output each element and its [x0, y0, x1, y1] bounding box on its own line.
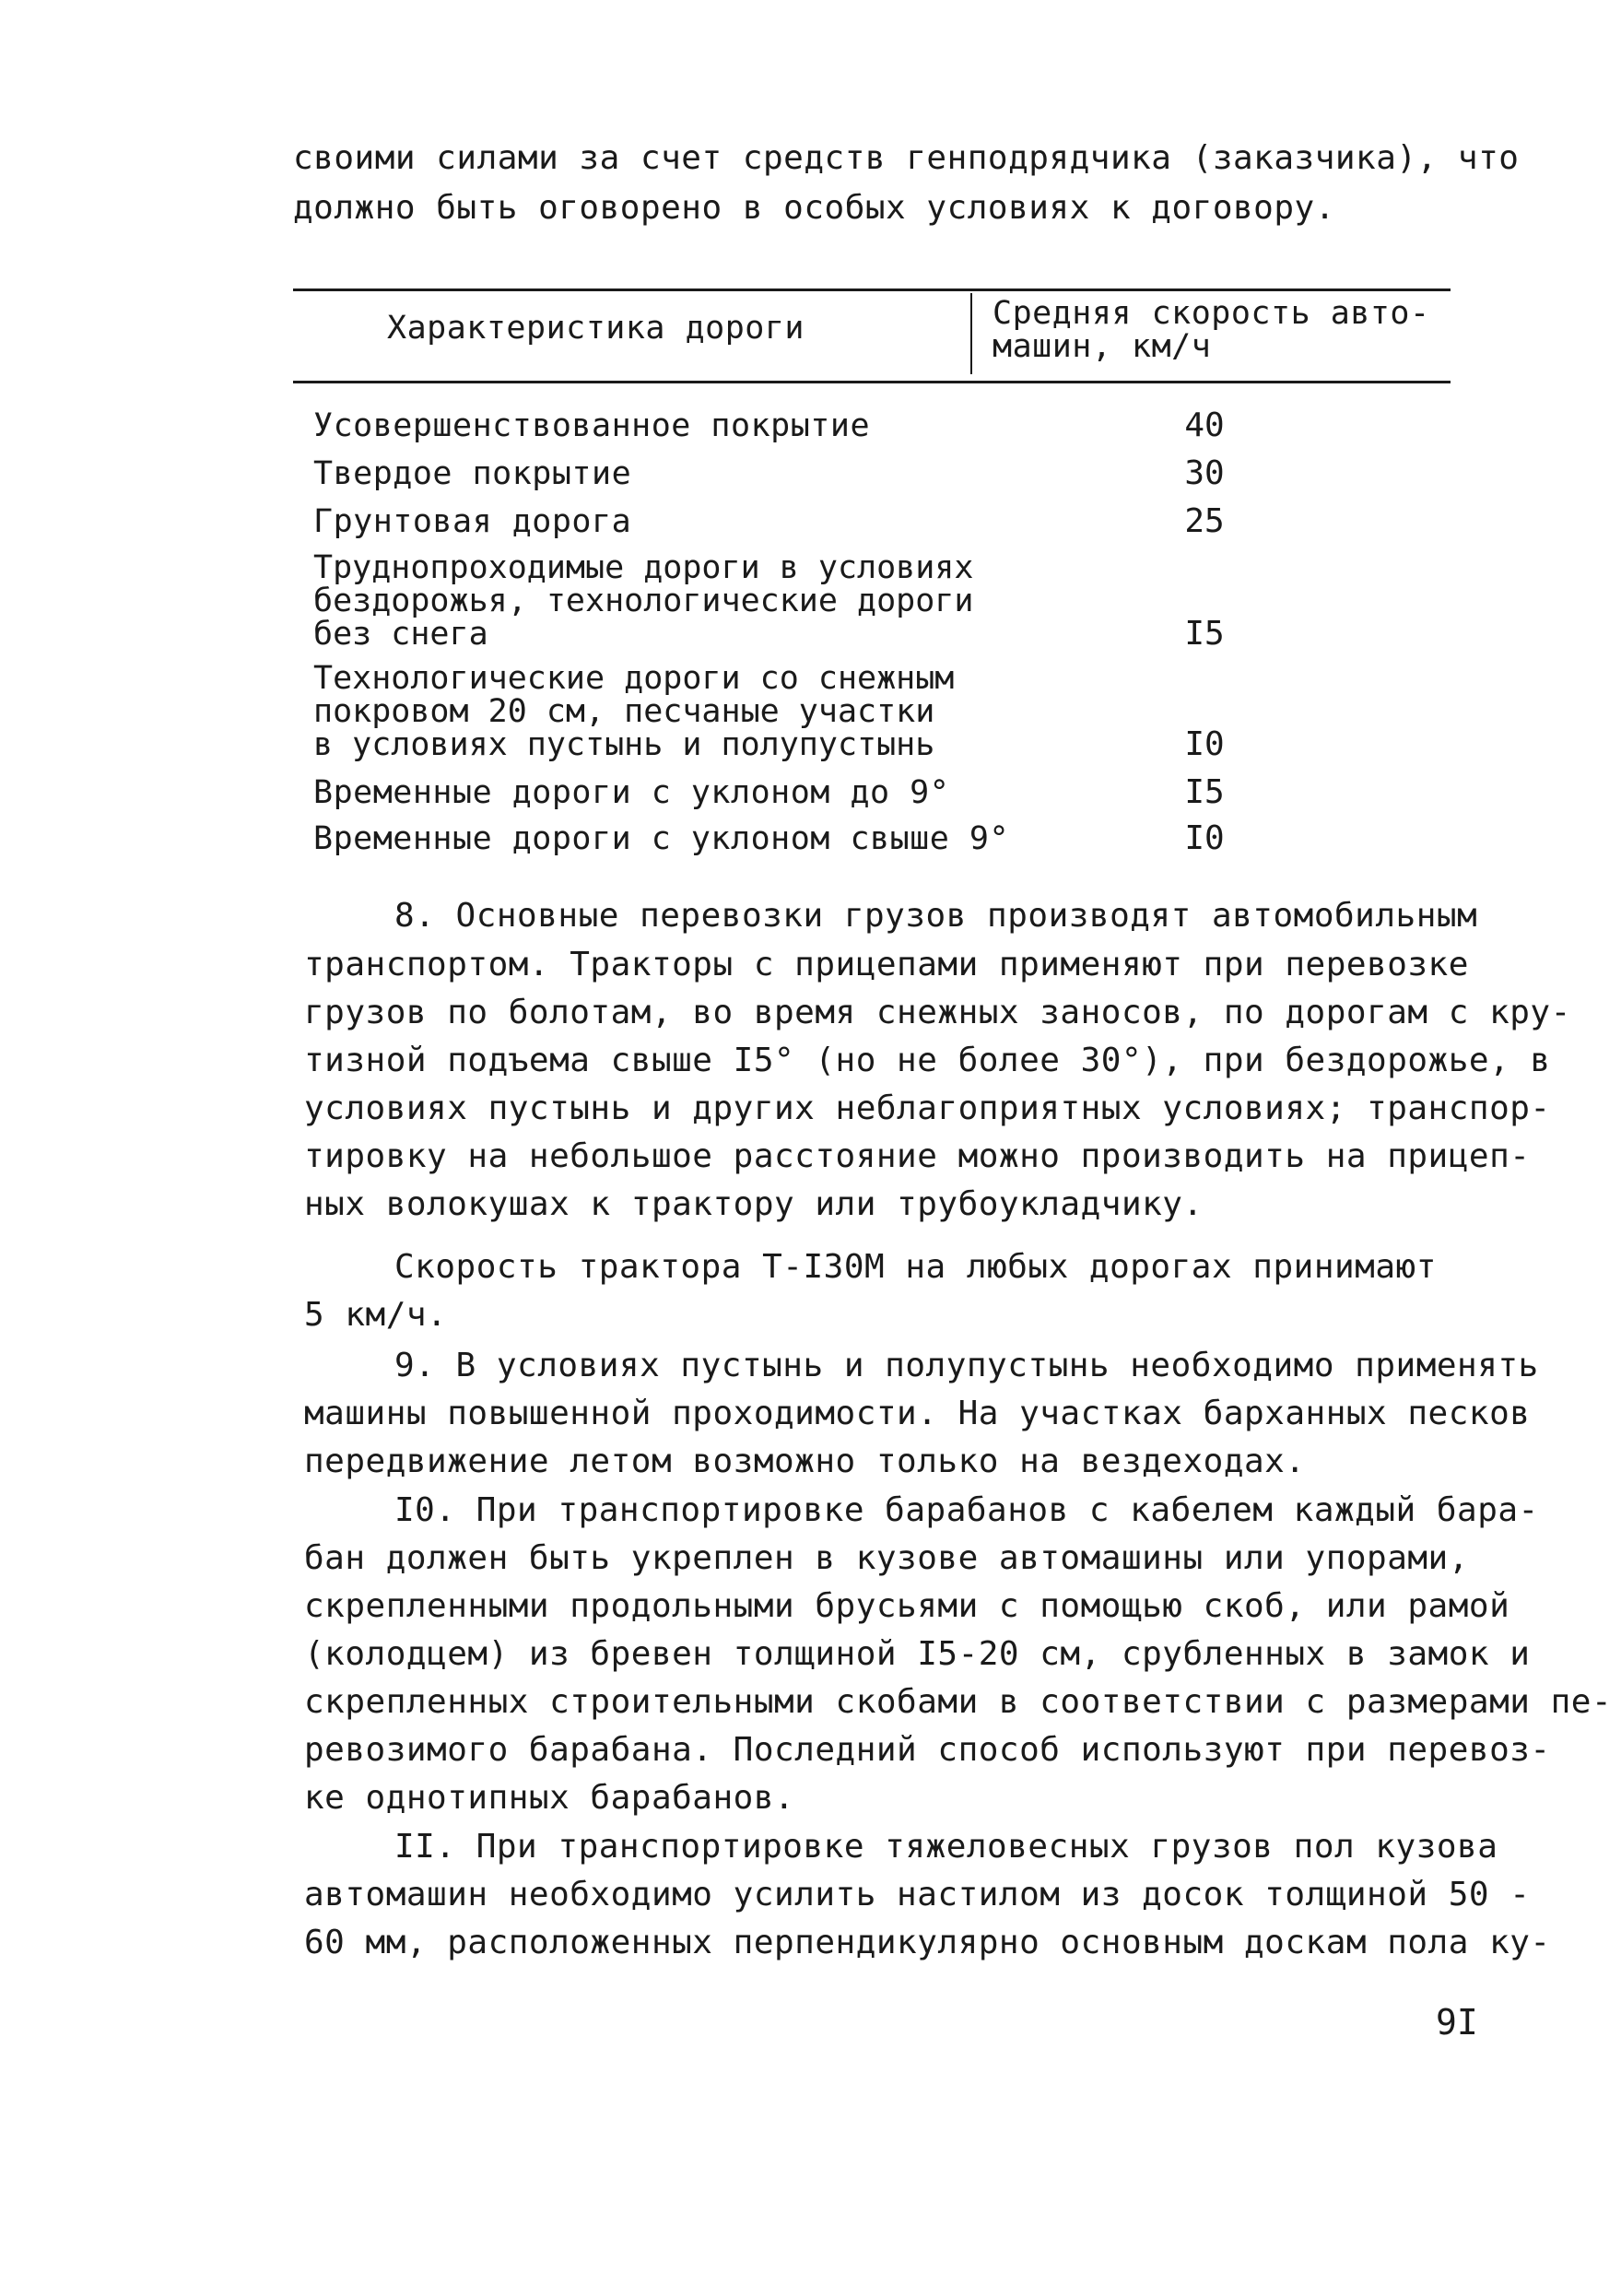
paragraph-8-line: тизной подъема свыше I5° (но не более 30°), при бездорожье, в — [304, 1042, 1551, 1079]
paragraph-9-line: машины повышенной проходимости. На участках барханных песков — [304, 1395, 1531, 1432]
table-top-rule — [293, 288, 1451, 291]
table-row-value: I0 — [1184, 725, 1225, 763]
paragraph-8-line: условиях пустынь и других неблагоприятных условиях; транспор- — [304, 1089, 1551, 1127]
paragraph-10-line: (колодцем) из бревен толщиной I5-20 см, срубленных в замок и — [304, 1635, 1531, 1673]
paragraph-9-line: 9. В условиях пустынь и полупустынь необходимо применять — [394, 1347, 1539, 1384]
table-row-label: Грунтовая дорога — [313, 503, 632, 540]
table-row-value: I5 — [1184, 773, 1225, 811]
table-header-rule — [293, 381, 1451, 383]
paragraph-10-line: ке однотипных барабанов. — [304, 1779, 795, 1817]
table-row-label: Временные дороги с уклоном до 9° — [313, 774, 950, 811]
table-column-divider — [970, 293, 972, 374]
table-header-speed: Средняя скорость авто- — [993, 295, 1430, 332]
table-row-label: Технологические дороги со снежным покровом 20 см, песчаные участки в условиях пустынь и полупустынь — [313, 660, 955, 763]
page-number: 9I — [1436, 2002, 1478, 2043]
paragraph-10-line: I0. При транспортировке барабанов с кабелем каждый бара- — [394, 1491, 1539, 1529]
paragraph-8-line: грузов по болотам, во время снежных заносов, по дорогам с кру- — [304, 994, 1571, 1031]
paragraph-8-line: ных волокушах к трактору или трубоукладчику. — [304, 1185, 1204, 1223]
speed-note-line: 5 км/ч. — [304, 1296, 448, 1334]
paragraph-10-line: ревозимого барабана. Последний способ используют при перевоз- — [304, 1731, 1551, 1769]
table-row-label: Труднопроходимые дороги в условиях бездорожья, технологические дороги без снега — [313, 549, 974, 653]
table-row-value: 30 — [1184, 454, 1225, 492]
intro-line: своими силами за счет средств генподрядчика (заказчика), что — [293, 139, 1520, 177]
paragraph-8-line: 8. Основные перевозки грузов производят автомобильным — [394, 897, 1478, 935]
table-row-value: 25 — [1184, 502, 1225, 540]
table-row-label: Усовершенствованное покрытие — [313, 407, 871, 444]
table-row-label: Твердое покрытие — [313, 455, 632, 492]
table-row-label: Временные дороги с уклоном свыше 9° — [313, 820, 1010, 857]
paragraph-8-line: тировку на небольшое расстояние можно производить на прицеп- — [304, 1137, 1531, 1175]
intro-line: должно быть оговорено в особых условиях к договору. — [293, 189, 1335, 227]
paragraph-10-line: бан должен быть укреплен в кузове автомашины или упорами, — [304, 1539, 1469, 1577]
table-header-characteristic: Характеристика дороги — [387, 310, 805, 347]
table-row-value: I0 — [1184, 819, 1225, 857]
paragraph-11-line: автомашин необходимо усилить настилом из досок толщиной 50 - — [304, 1876, 1531, 1913]
paragraph-11-line: II. При транспортировке тяжеловесных грузов пол кузова — [394, 1828, 1498, 1866]
paragraph-10-line: скрепленных строительными скобами в соответствии с размерами пе- — [304, 1683, 1613, 1721]
table-row-value: I5 — [1184, 615, 1225, 653]
paragraph-8-line: транспортом. Тракторы с прицепами применяют при перевозке — [304, 946, 1469, 983]
paragraph-10-line: скрепленными продольными брусьями с помощью скоб, или рамой — [304, 1587, 1510, 1625]
table-row-value: 40 — [1184, 406, 1225, 444]
paragraph-11-line: 60 мм, расположенных перпендикулярно основным доскам пола ку- — [304, 1924, 1551, 1961]
speed-note-line: Скорость трактора Т-I30М на любых дорогах принимают — [394, 1248, 1437, 1286]
table-header-speed-unit: машин, км/ч — [993, 328, 1212, 365]
paragraph-9-line: передвижение летом возможно только на вездеходах. — [304, 1442, 1306, 1480]
